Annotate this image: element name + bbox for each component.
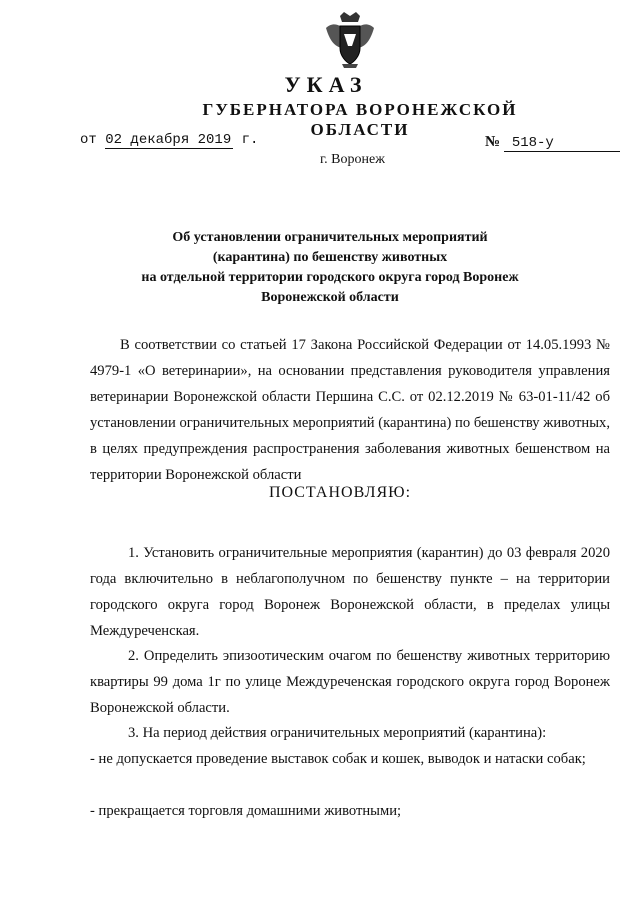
title-line: Воронежской области: [261, 290, 399, 305]
date-suffix: г.: [241, 132, 259, 148]
item-3-paragraph: 3. На период действия ограничительных мероприятий (карантина):: [128, 725, 547, 741]
item-2-paragraph: 2. Определить эпизоотическим очагом по бешенству животных территорию квартиры 99 дома 1г по улице Междуреченская городского округа город Воронеж Воронежской области.: [90, 648, 610, 716]
resolve-heading: ПОСТАНОВЛЯЮ:: [268, 484, 412, 501]
date-prefix: от: [80, 132, 97, 148]
number-line: [485, 134, 620, 152]
bullet-trade: - прекращается торговля домашними животными;: [90, 803, 402, 819]
item-1-paragraph: 1. Установить ограничительные мероприятия (карантин) до 03 февраля 2020 года включительно в неблагополучном по бешенству пункте – на территории городского округа город Воронеж Воронежской области, в пределах улицы Междуреченская.: [90, 545, 610, 639]
date-value: 02 декабря 2019: [105, 132, 232, 148]
number-value: 518-у: [504, 135, 620, 152]
issuer-title: ГУБЕРНАТОРА ВОРОНЕЖСКОЙ ОБЛАСТИ: [202, 100, 518, 139]
bullet-exhibitions: - не допускается проведение выставок собак и кошек, выводок и натаски собак;: [90, 751, 586, 767]
document-type-title: УКАЗ: [284, 72, 368, 97]
title-line: Об установлении ограничительных мероприятий: [172, 230, 488, 245]
preamble-paragraph: В соответствии со статьей 17 Закона Российской Федерации от 14.05.1993 № 4979-1 «О ветеринарии», на основании представления руководителя управления ветеринарии Воронежской области Першина С.С. от 02.12.2019 № 63-01-11/42 об установлении ограничительных мероприятий (карантина) по бешенству животных, в целях предупреждения распространения заболевания животных бешенством на территории Воронежской области: [90, 337, 610, 483]
number-label: №: [485, 134, 501, 150]
title-line: (карантина) по бешенству животных: [212, 250, 448, 265]
city: г. Воронеж: [320, 152, 385, 167]
date-line: [80, 132, 258, 149]
coat-of-arms-icon: [322, 12, 378, 70]
document-title: [110, 228, 550, 308]
title-line: на отдельной территории городского округа город Воронеж: [141, 270, 519, 285]
